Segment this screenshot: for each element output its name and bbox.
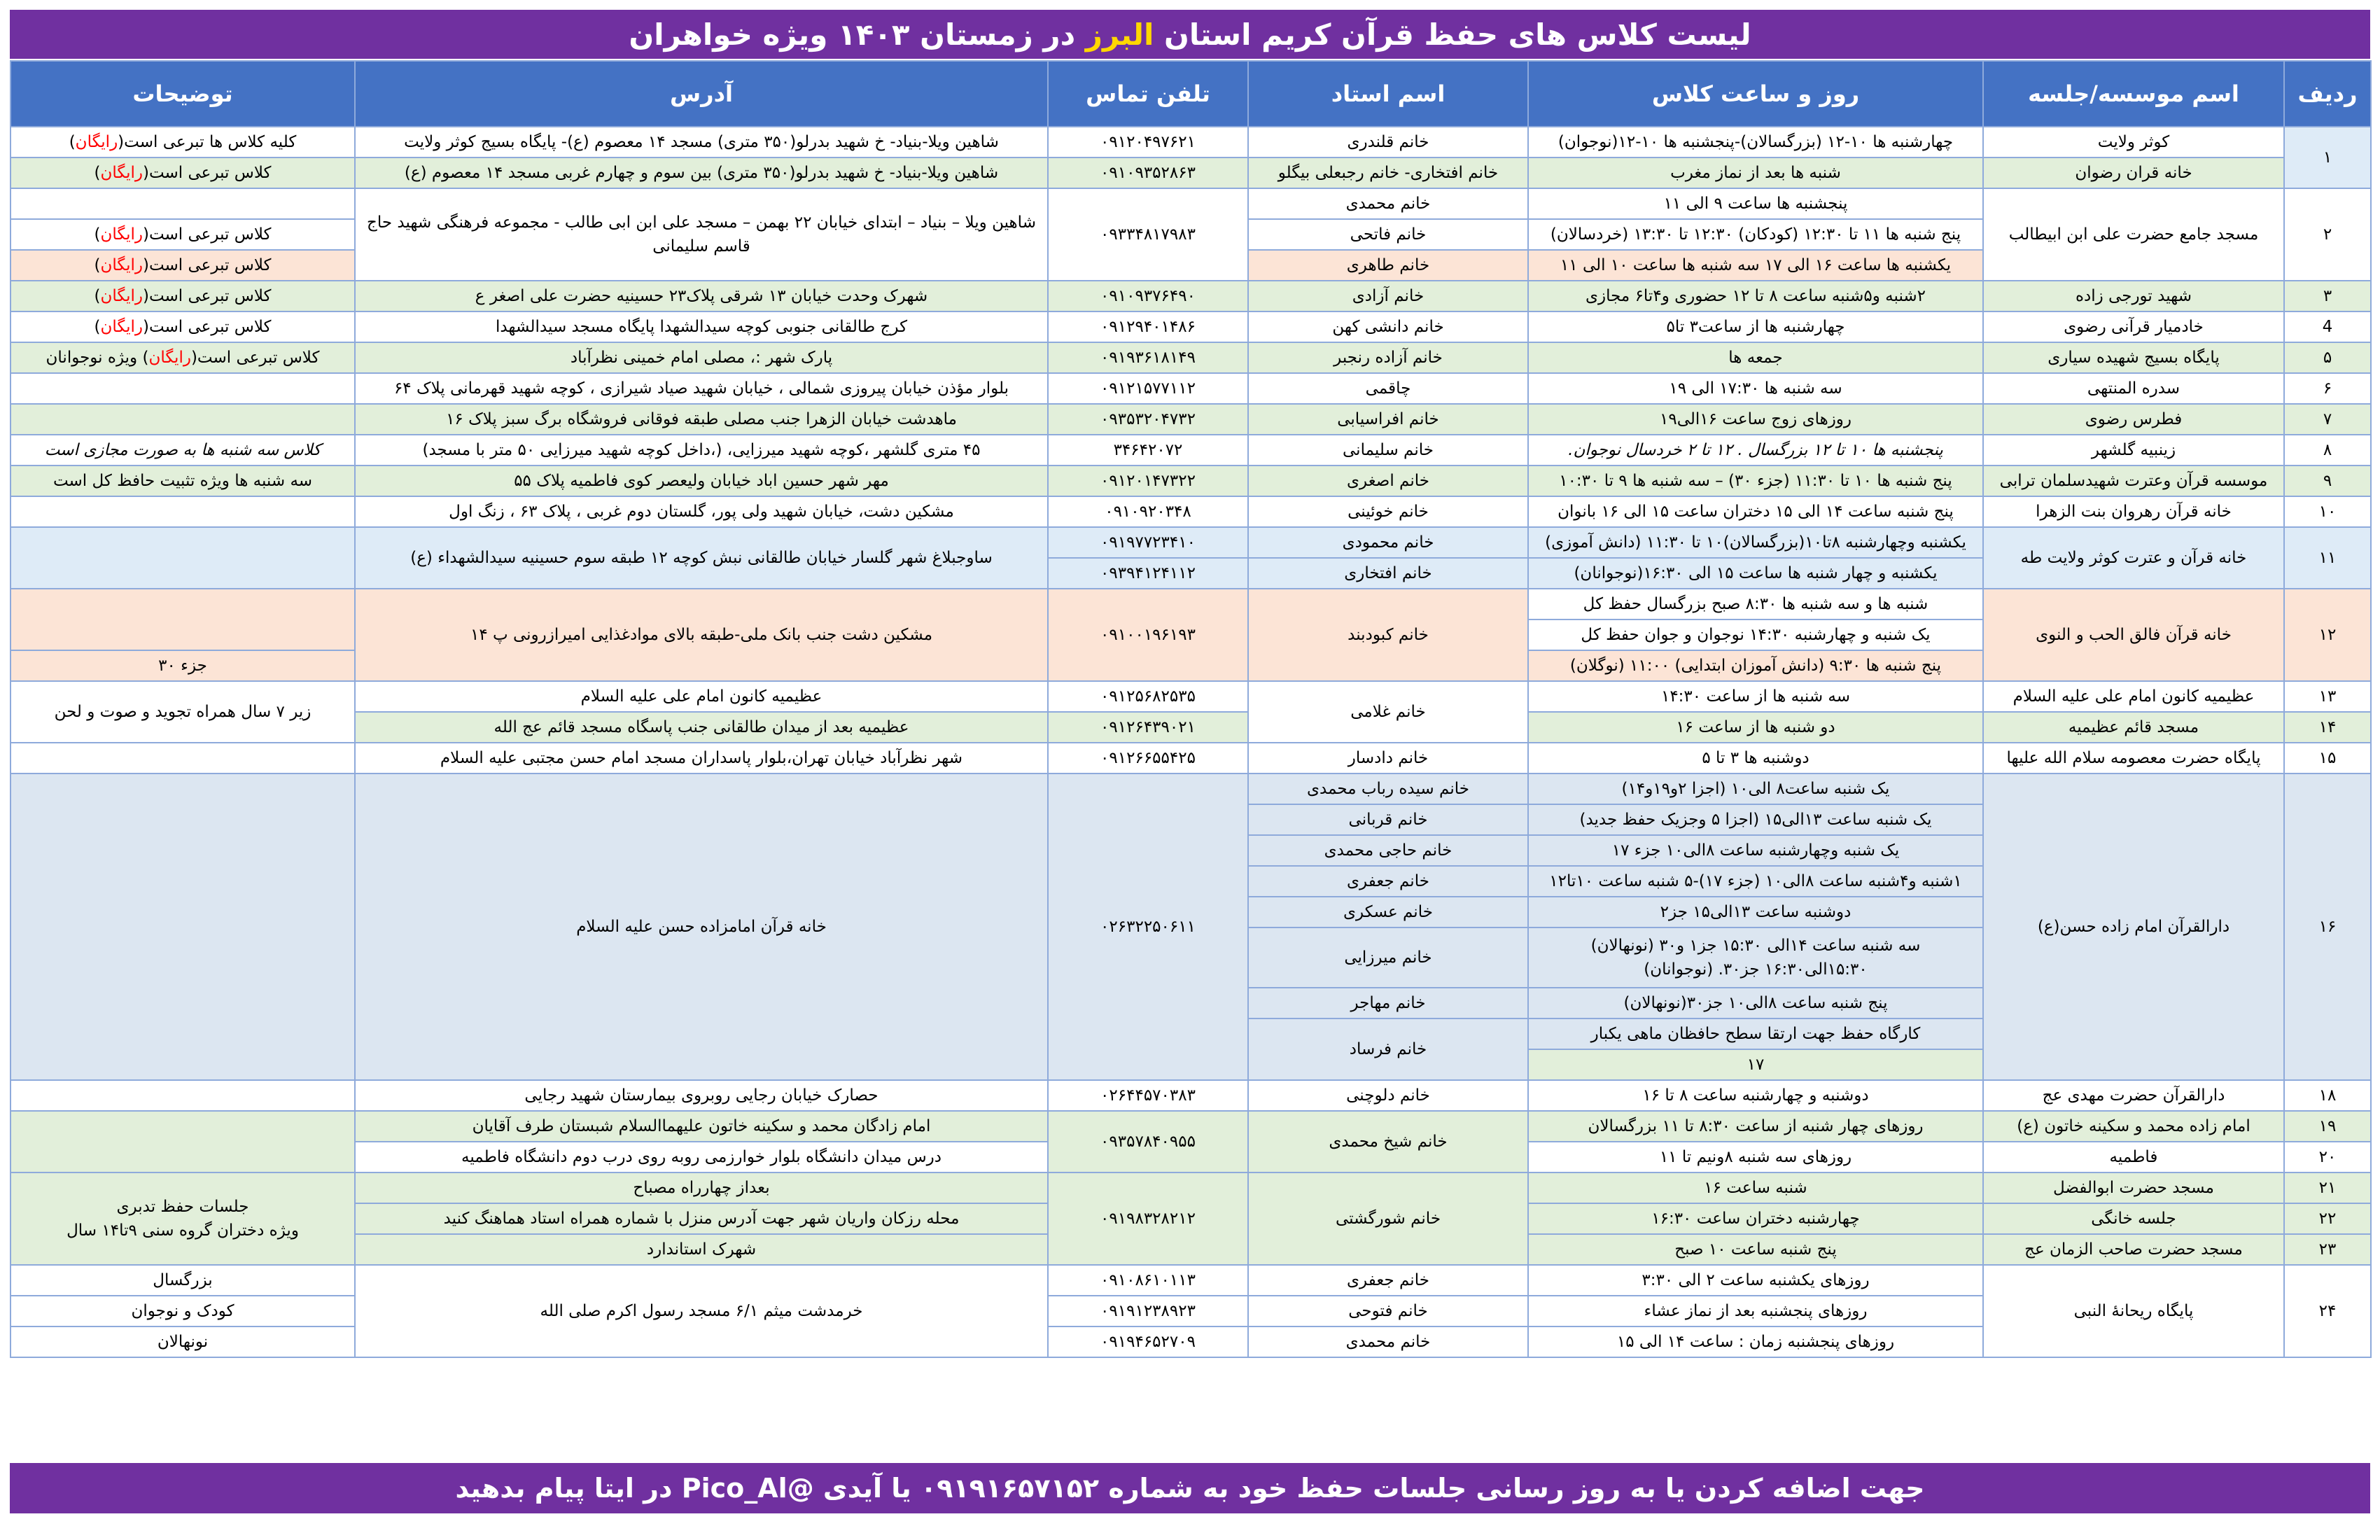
cell-address: شهرک وحدت خیابان ۱۳ شرقی پلاک۲۳ حسینیه حضرت علی اصغر ع	[355, 281, 1048, 312]
cell-address: درس میدان دانشگاه بلوار خوارزمی روبه روی درب دوم دانشگاه فاطمیه	[355, 1142, 1048, 1172]
cell-teacher: خانم عسکری	[1248, 897, 1528, 927]
cell-phone: ۰۹۱۲۶۴۳۹۰۲۱	[1048, 712, 1248, 743]
cell-institute: مسجد حضرت صاحب الزمان عج	[1983, 1234, 2284, 1265]
cell-address: محله رزکان واریان شهر جهت آدرس منزل با شماره همراه استاد هماهنگ کنید	[355, 1203, 1048, 1234]
cell-phone: ۰۹۱۲۹۴۰۱۴۸۶	[1048, 312, 1248, 342]
cell-institute: مسجد جامع حضرت علی ابن ابیطالب	[1983, 188, 2284, 281]
table-row	[10, 1111, 2371, 1142]
cell-phone: ۰۹۱۰۰۱۹۶۱۹۳	[1048, 589, 1248, 681]
cell-number: ۱۷	[1528, 1049, 1983, 1080]
table-row	[10, 1080, 2371, 1111]
cell-number: ۲۳	[2284, 1234, 2371, 1265]
cell-note	[10, 158, 355, 188]
table-row	[10, 127, 2371, 158]
note-text: ) ویژه نوجوانان	[46, 349, 149, 367]
cell-teacher: خانم آزاده رنجبر	[1248, 342, 1528, 373]
cell-note	[10, 188, 355, 219]
cell-teacher: خانم سلیمانی	[1248, 435, 1528, 465]
cell-note: بزرگسال	[10, 1265, 355, 1296]
cell-teacher: خانم محمدی	[1248, 1326, 1528, 1357]
cell-note: جزء ۳۰	[10, 650, 355, 681]
cell-time: یک شنبه ساعت ۱۳الی۱۵ (اجزا ۵ وجزیک حفظ جدید)	[1528, 804, 1983, 835]
cell-institute: دارالقرآن حضرت مهدی عج	[1983, 1080, 2284, 1111]
cell-institute: فطرس رضوی	[1983, 404, 2284, 435]
cell-note	[10, 743, 355, 774]
cell-teacher: خانم فاتحی	[1248, 219, 1528, 250]
cell-teacher: چاقمی	[1248, 373, 1528, 404]
cell-time: سه شنبه ها ۱۷:۳۰ الی ۱۹	[1528, 373, 1983, 404]
cell-teacher: خانم شورگشتی	[1248, 1172, 1528, 1265]
cell-phone: ۰۹۱۰۹۳۷۶۴۹۰	[1048, 281, 1248, 312]
cell-time: پنج شنبه ها ۹:۳۰ (دانش آموزان ابتدایی) ۱۱:۰۰ (نوگلان)	[1528, 650, 1983, 681]
table-row	[10, 188, 2371, 219]
cell-teacher: خانم غلامی	[1248, 681, 1528, 743]
cell-institute: خانه قرآن رهروان بنت الزهرا	[1983, 496, 2284, 527]
cell-address: خرمدشت میثم ۶/۱ مسجد رسول اکرم صلی الله	[355, 1265, 1048, 1357]
cell-time: پنجشنبه ها ساعت ۹ الی ۱۱	[1528, 188, 1983, 219]
note-text: )	[94, 225, 101, 244]
cell-teacher: خانم سیده رباب محمدی	[1248, 774, 1528, 804]
table-row	[10, 158, 2371, 188]
note-text: کلیه کلاس ها تبرعی است(	[118, 133, 297, 151]
title-province: البرز	[1085, 17, 1154, 52]
cell-time: چهارشنبه ها ۱۰-۱۲ (بزرگسالان)-پنجشنبه ها ۱۰-۱۲(نوجوان)	[1528, 127, 1983, 158]
cell-number: ۱۵	[2284, 743, 2371, 774]
cell-teacher: خانم فتوحی	[1248, 1296, 1528, 1326]
cell-note	[10, 496, 355, 527]
cell-address: مشکین دشت جنب بانک ملی-طبقه بالای موادغذایی امیرازرونی پ ۱۴	[355, 589, 1048, 681]
cell-teacher: خانم میرزایی	[1248, 927, 1528, 988]
cell-time: ۱شنبه و۴شنبه ساعت ۸الی۱۰ (جزء ۱۷)-۵ شنبه ساعت ۱۰تا۱۲	[1528, 866, 1983, 897]
cell-time: جمعه ها	[1528, 342, 1983, 373]
cell-phone: ۰۹۱۹۷۷۲۳۴۱۰	[1048, 527, 1248, 558]
cell-time: روزهای پنجشنبه بعد از نماز عشاء	[1528, 1296, 1983, 1326]
cell-number: ۱۴	[2284, 712, 2371, 743]
cell-address: شهر نظرآباد خیابان تهران،بلوار پاسداران مسجد امام حسن مجتبی علیه السلام	[355, 743, 1048, 774]
cell-time: یک شنبه وچهارشنبه ساعت ۸الی۱۰ جزء ۱۷	[1528, 835, 1983, 866]
free-label: رایگان	[75, 133, 118, 151]
cell-phone: ۰۹۱۰۸۶۱۰۱۱۳	[1048, 1265, 1248, 1296]
cell-phone: ۰۹۳۵۷۸۴۰۹۵۵	[1048, 1111, 1248, 1172]
table-row	[10, 342, 2371, 373]
cell-time: شنبه ها و سه شنبه ها ۸:۳۰ صبح بزرگسال حفظ کل	[1528, 589, 1983, 620]
free-label: رایگان	[100, 164, 143, 182]
cell-number: ۲۴	[2284, 1265, 2371, 1357]
cell-phone: ۰۹۱۰۹۲۰۳۴۸	[1048, 496, 1248, 527]
cell-address: بعداز چهارراه مصباح	[355, 1172, 1048, 1203]
note-text: )	[94, 256, 101, 274]
header-teacher: اسم استاد	[1248, 61, 1528, 127]
table-row	[10, 373, 2371, 404]
cell-institute: مسجد قائم عظیمیه	[1983, 712, 2284, 743]
cell-address: مشکین دشت، خیابان شهید ولی پور، گلستان دوم غربی ، پلاک ۶۳ ، زنگ اول	[355, 496, 1048, 527]
header-row-number: ردیف	[2284, 61, 2371, 127]
cell-time: پنجشنبه ها ۱۰ تا ۱۲ بزرگسال . ۱۲ تا ۲ خردسال نوجوان.	[1528, 435, 1983, 465]
cell-teacher: خانم دادسار	[1248, 743, 1528, 774]
cell-note: نونهالان	[10, 1326, 355, 1357]
table-row	[10, 774, 2371, 804]
note-text: کلاس تبرعی است(	[142, 287, 272, 305]
cell-phone: ۳۴۶۴۲۰۷۲	[1048, 435, 1248, 465]
cell-address: ۴۵ متری گلشهر ،کوچه شهید میرزایی، (،داخل کوچه شهید میرزایی ۵۰ متر با مسجد)	[355, 435, 1048, 465]
note-text: کلاس تبرعی است(	[142, 256, 272, 274]
footer-part2: جلسات حفظ خود به شماره ۰۹۱۹۱۶۵۷۱۵۲ یا آیدی @Pico_Al در ایتا پیام بدهید	[455, 1473, 1467, 1504]
cell-number: ۷	[2284, 404, 2371, 435]
time-line: ۱۵:۳۰الی۱۶:۳۰ جز۳۰. (نوجوانان)	[1644, 960, 1868, 979]
cell-number: ۱۲	[2284, 589, 2371, 681]
cell-address: بلوار مؤذن خیابان پیروزی شمالی ، خیابان شهید صیاد شیرازی ، کوچه شهید قهرمانی پلاک ۶۴	[355, 373, 1048, 404]
table-row	[10, 312, 2371, 342]
time-line: سه شنبه ساعت ۱۴الی ۱۵:۳۰ جز۱ و۳۰ (نونهالان)	[1590, 936, 1921, 955]
table-row	[10, 465, 2371, 496]
cell-phone: ۰۹۱۲۰۱۴۷۳۲۲	[1048, 465, 1248, 496]
cell-phone: ۰۹۱۲۶۶۵۵۴۲۵	[1048, 743, 1248, 774]
cell-number: ۱	[2284, 127, 2371, 188]
cell-number: ۶	[2284, 373, 2371, 404]
note-text: )	[94, 318, 101, 336]
cell-note	[10, 1172, 355, 1265]
table-row	[10, 712, 2371, 743]
cell-institute: کوثر ولایت	[1983, 127, 2284, 158]
cell-note	[10, 127, 355, 158]
cell-note: زیر ۷ سال همراه تجوید و صوت و لحن	[10, 681, 355, 743]
free-label: رایگان	[100, 318, 143, 336]
cell-phone: ۰۹۱۰۹۳۵۲۸۶۳	[1048, 158, 1248, 188]
cell-institute: زینبیه گلشهر	[1983, 435, 2284, 465]
cell-teacher: خانم قربانی	[1248, 804, 1528, 835]
footer-part1: جهت اضافه کردن یا به روز رسانی	[1476, 1473, 1925, 1504]
cell-time: چهارشنبه دختران ساعت ۱۶:۳۰	[1528, 1203, 1983, 1234]
cell-time: دوشنبه ها ۳ تا ۵	[1528, 743, 1983, 774]
cell-time: پنج شنبه ها ۱۱ تا ۱۲:۳۰ (کودکان) ۱۲:۳۰ تا ۱۳:۳۰ (خردسالان)	[1528, 219, 1983, 250]
table-row	[10, 681, 2371, 712]
free-label: رایگان	[148, 349, 191, 367]
cell-phone: ۰۹۳۵۳۲۰۴۷۳۲	[1048, 404, 1248, 435]
cell-teacher: خانم آزادی	[1248, 281, 1528, 312]
cell-teacher: خانم دلوچنی	[1248, 1080, 1528, 1111]
header-row	[10, 61, 2371, 127]
cell-time: پنج شنبه ساعت ۱۴ الی ۱۵ دختران ساعت ۱۵ الی ۱۶ بانوان	[1528, 496, 1983, 527]
cell-number: 4	[2284, 312, 2371, 342]
cell-institute: عظیمیه کانون امام علی علیه السلام	[1983, 681, 2284, 712]
cell-number: ۲	[2284, 188, 2371, 281]
header-time: روز و ساعت کلاس	[1528, 61, 1983, 127]
cell-teacher: خانم افراسیابی	[1248, 404, 1528, 435]
header-phone: تلفن تماس	[1048, 61, 1248, 127]
table-row	[10, 527, 2371, 558]
cell-number: ۱۹	[2284, 1111, 2371, 1142]
title-part3: زمستان ۱۴۰۳ ویژه خواهران	[629, 17, 1033, 52]
cell-phone: ۰۲۶۳۲۲۵۰۶۱۱	[1048, 774, 1248, 1080]
cell-number: ۲۰	[2284, 1142, 2371, 1172]
cell-teacher: خانم محمدی	[1248, 188, 1528, 219]
cell-time: چهارشنبه ها از ساعت۳ تا۵	[1528, 312, 1983, 342]
cell-note	[10, 250, 355, 281]
cell-teacher: خانم محمودی	[1248, 527, 1528, 558]
cell-institute: جلسه خانگی	[1983, 1203, 2284, 1234]
classes-table	[10, 60, 2372, 1358]
cell-institute: فاطمیه	[1983, 1142, 2284, 1172]
cell-time: کارگاه حفظ جهت ارتقا سطح حافظان ماهی یکبار	[1528, 1018, 1983, 1049]
cell-note	[10, 281, 355, 312]
cell-address: پارک شهر :، مصلی امام خمینی نظرآباد	[355, 342, 1048, 373]
note-line: جلسات حفظ تدبری	[116, 1197, 249, 1216]
cell-phone: ۰۹۱۹۸۳۲۸۲۱۲	[1048, 1172, 1248, 1265]
cell-institute: پایگاه بسیج شهیده سیاری	[1983, 342, 2284, 373]
cell-institute: سدره المنتهی	[1983, 373, 2284, 404]
cell-note	[10, 404, 355, 435]
cell-teacher: خانم شیخ محمدی	[1248, 1111, 1528, 1172]
cell-note	[10, 219, 355, 250]
cell-note: سه شنبه ها ویژه تثبیت حافظ کل است	[10, 465, 355, 496]
cell-phone: ۰۹۱۲۵۶۸۲۵۳۵	[1048, 681, 1248, 712]
cell-number: ۱۸	[2284, 1080, 2371, 1111]
cell-note	[10, 342, 355, 373]
cell-institute: شهید تورجی زاده	[1983, 281, 2284, 312]
cell-number: ۱۱	[2284, 527, 2371, 589]
table-row	[10, 281, 2371, 312]
cell-institute: خادمیار قرآنی رضوی	[1983, 312, 2284, 342]
note-text: کلاس تبرعی است(	[142, 225, 272, 244]
cell-time: سه شنبه ها از ساعت ۱۴:۳۰	[1528, 681, 1983, 712]
cell-teacher: خانم افتخاری- خانم رجبعلی بیگلو	[1248, 158, 1528, 188]
cell-time: یک شنبه ساعت۸ الی۱۰ (اجزا ۲و۱۹و۱۴)	[1528, 774, 1983, 804]
note-text: کلاس تبرعی است(	[142, 164, 272, 182]
table-row	[10, 496, 2371, 527]
cell-time: شنبه ساعت ۱۶	[1528, 1172, 1983, 1203]
title-part2: در	[1043, 17, 1076, 52]
cell-address: شاهین ویلا – بنیاد – ابتدای خیابان ۲۲ بهمن – مسجد علی ابن ابی طالب - مجموعه فرهنگی شهید حاج قاسم سلیمانی	[355, 188, 1048, 281]
cell-teacher: خانم طاهری	[1248, 250, 1528, 281]
cell-time: روزهای زوج ساعت ۱۶الی۱۹	[1528, 404, 1983, 435]
cell-phone: ۰۹۱۲۱۵۷۷۱۱۲	[1048, 373, 1248, 404]
cell-note	[10, 527, 355, 589]
cell-address: شاهین ویلا-بنیاد- خ شهید بدرلو(۳۵۰ متری) بین سوم و چهارم غربی مسجد ۱۴ معصوم (ع)	[355, 158, 1048, 188]
cell-time: پنج شنبه ساعت ۸الی۱۰ جز۳۰(نونهالان)	[1528, 988, 1983, 1018]
cell-institute: امام زاده محمد و سکینه خاتون (ع)	[1983, 1111, 2284, 1142]
cell-number: ۳	[2284, 281, 2371, 312]
header-notes: توضیحات	[10, 61, 355, 127]
cell-time: ۲شنبه و۵شنبه ساعت ۸ تا ۱۲ حضوری و۴تا۶ مجازی	[1528, 281, 1983, 312]
cell-phone: ۰۲۶۴۴۵۷۰۳۸۳	[1048, 1080, 1248, 1111]
cell-address: عظیمیه بعد از میدان طالقانی جنب پاسگاه مسجد قائم عج الله	[355, 712, 1048, 743]
cell-time: پنج شنبه ها ۱۰ تا ۱۱:۳۰ (جزء ۳۰) – سه شنبه ها ۹ تا ۱۰:۳۰	[1528, 465, 1983, 496]
cell-time: روزهای چهار شنبه از ساعت ۸:۳۰ تا ۱۱ بزرگسالان	[1528, 1111, 1983, 1142]
cell-number: ۲۲	[2284, 1203, 2371, 1234]
cell-address: شاهین ویلا-بنیاد- خ شهید بدرلو(۳۵۰ متری) مسجد ۱۴ معصوم (ع)- پایگاه بسیج کوثر ولایت	[355, 127, 1048, 158]
cell-phone: ۰۹۱۲۰۴۹۷۶۲۱	[1048, 127, 1248, 158]
cell-teacher: خانم کبودبند	[1248, 589, 1528, 681]
cell-address: ماهدشت خیابان الزهرا جنب مصلی طبقه فوقانی فروشگاه برگ سبز پلاک ۱۶	[355, 404, 1048, 435]
table-row	[10, 1265, 2371, 1296]
cell-teacher: خانم جعفری	[1248, 1265, 1528, 1296]
cell-note: کودک و نوجوان	[10, 1296, 355, 1326]
note-line: ویژه دختران گروه سنی ۹تا۱۴ سال	[66, 1222, 299, 1240]
cell-time: یکشنبه وچهارشنبه ۸تا۱۰(بزرگسالان)۱۰ تا ۱۱:۳۰ (دانش آموزی)	[1528, 527, 1983, 558]
cell-teacher: خانم حاجی محمدی	[1248, 835, 1528, 866]
cell-phone: ۰۹۳۳۴۸۱۷۹۸۳	[1048, 188, 1248, 281]
cell-note	[10, 589, 355, 650]
cell-note	[10, 1080, 355, 1111]
note-text: کلاس تبرعی است(	[190, 349, 320, 367]
table-row	[10, 743, 2371, 774]
cell-time: دوشنبه ساعت ۱۳الی۱۵ جز۲	[1528, 897, 1983, 927]
cell-address: خانه قرآن امامزاده حسن علیه السلام	[355, 774, 1048, 1080]
page-title-banner	[10, 10, 2370, 59]
cell-number: ۱۶	[2284, 774, 2371, 1080]
cell-time: دو شنبه ها از ساعت ۱۶	[1528, 712, 1983, 743]
cell-address: مهر شهر حسین اباد خیابان ولیعصر کوی فاطمیه پلاک ۵۵	[355, 465, 1048, 496]
title-part1: لیست کلاس های حفظ قرآن کریم استان	[1164, 17, 1751, 52]
cell-teacher: خانم مهاجر	[1248, 988, 1528, 1018]
table-row	[10, 1172, 2371, 1203]
cell-institute: دارالقرآن امام زاده حسن(ع)	[1983, 774, 2284, 1080]
cell-note	[10, 373, 355, 404]
cell-note	[10, 774, 355, 1080]
cell-number: ۹	[2284, 465, 2371, 496]
cell-time: روزهای سه شنبه ۸ونیم تا ۱۱	[1528, 1142, 1983, 1172]
cell-time: روزهای یکشنبه ساعت ۲ الی ۳:۳۰	[1528, 1265, 1983, 1296]
header-institute: اسم موسسه/جلسه	[1983, 61, 2284, 127]
cell-time: دوشنبه و چهارشنبه ساعت ۸ تا ۱۶	[1528, 1080, 1983, 1111]
cell-time: یکشنبه و چهار شنبه ها ساعت ۱۵ الی ۱۶:۳۰(نوجوانان)	[1528, 558, 1983, 589]
cell-number: ۱۳	[2284, 681, 2371, 712]
cell-phone: ۰۹۳۹۴۱۲۴۱۱۲	[1048, 558, 1248, 589]
table-row	[10, 435, 2371, 465]
cell-note: کلاس سه شنبه ها به صورت مجازی است	[10, 435, 355, 465]
footer-banner	[10, 1463, 2370, 1513]
cell-address: کرج طالقانی جنوبی کوچه سیدالشهدا پایگاه مسجد سیدالشهدا	[355, 312, 1048, 342]
cell-teacher: خانم جعفری	[1248, 866, 1528, 897]
cell-time: پنج شنبه ساعت ۱۰ صبح	[1528, 1234, 1983, 1265]
cell-phone: ۰۹۱۹۱۲۳۸۹۲۳	[1048, 1296, 1248, 1326]
note-text: )	[69, 133, 76, 151]
note-text: )	[94, 287, 101, 305]
free-label: رایگان	[100, 256, 143, 274]
header-address: آدرس	[355, 61, 1048, 127]
cell-teacher: خانم فرساد	[1248, 1018, 1528, 1080]
cell-teacher: خانم قلندری	[1248, 127, 1528, 158]
cell-institute: پایگاه ریحانهٔ النبی	[1983, 1265, 2284, 1357]
note-text: )	[94, 164, 101, 182]
cell-note	[10, 312, 355, 342]
cell-phone: ۰۹۱۹۳۶۱۸۱۴۹	[1048, 342, 1248, 373]
cell-address: ساوجبلاغ شهر گلسار خیابان طالقانی نبش کوچه ۱۲ طبقه سوم حسینیه سیدالشهداء (ع)	[355, 527, 1048, 589]
table-row	[10, 404, 2371, 435]
cell-number: ۲۱	[2284, 1172, 2371, 1203]
cell-teacher: خانم دانشی کهن	[1248, 312, 1528, 342]
free-label: رایگان	[100, 287, 143, 305]
cell-phone: ۰۹۱۹۴۶۵۲۷۰۹	[1048, 1326, 1248, 1357]
cell-number: ۱۰	[2284, 496, 2371, 527]
cell-number: ۸	[2284, 435, 2371, 465]
cell-note	[10, 1111, 355, 1172]
note-text: کلاس تبرعی است(	[142, 318, 272, 336]
cell-address: شهرک استاندارد	[355, 1234, 1048, 1265]
cell-address: امام زادگان محمد و سکینه خاتون علیهماالسلام شبستان طرف آقایان	[355, 1111, 1048, 1142]
cell-institute: خانه قران رضوان	[1983, 158, 2284, 188]
cell-time: شنبه ها بعد از نماز مغرب	[1528, 158, 1983, 188]
cell-institute: مسجد حضرت ابوالفضل	[1983, 1172, 2284, 1203]
cell-address: حصارک خیابان رجایی روبروی بیمارستان شهید رجایی	[355, 1080, 1048, 1111]
cell-teacher: خانم اصغری	[1248, 465, 1528, 496]
cell-institute: پایگاه حضرت معصومه سلام الله علیها	[1983, 743, 2284, 774]
cell-institute: خانه قرآن و عترت کوثر ولایت طه	[1983, 527, 2284, 589]
cell-time: روزهای پنجشنبه زمان : ساعت ۱۴ الی ۱۵	[1528, 1326, 1983, 1357]
cell-institute: خانه قرآن فالق الحب و النوی	[1983, 589, 2284, 681]
table-row	[10, 589, 2371, 620]
cell-number: ۵	[2284, 342, 2371, 373]
cell-address: عظیمیه کانون امام علی علیه السلام	[355, 681, 1048, 712]
cell-time	[1528, 927, 1983, 988]
cell-teacher: خانم خوئینی	[1248, 496, 1528, 527]
cell-teacher: خانم افتخاری	[1248, 558, 1528, 589]
cell-institute: موسسه قرآن وعترت شهیدسلمان ترابی	[1983, 465, 2284, 496]
free-label: رایگان	[100, 225, 143, 244]
cell-time: یک شنبه و چهارشنبه ۱۴:۳۰ نوجوان و جوان حفظ کل	[1528, 620, 1983, 650]
cell-time: یکشنبه ها ساعت ۱۶ الی ۱۷ سه شنبه ها ساعت ۱۰ الی ۱۱	[1528, 250, 1983, 281]
